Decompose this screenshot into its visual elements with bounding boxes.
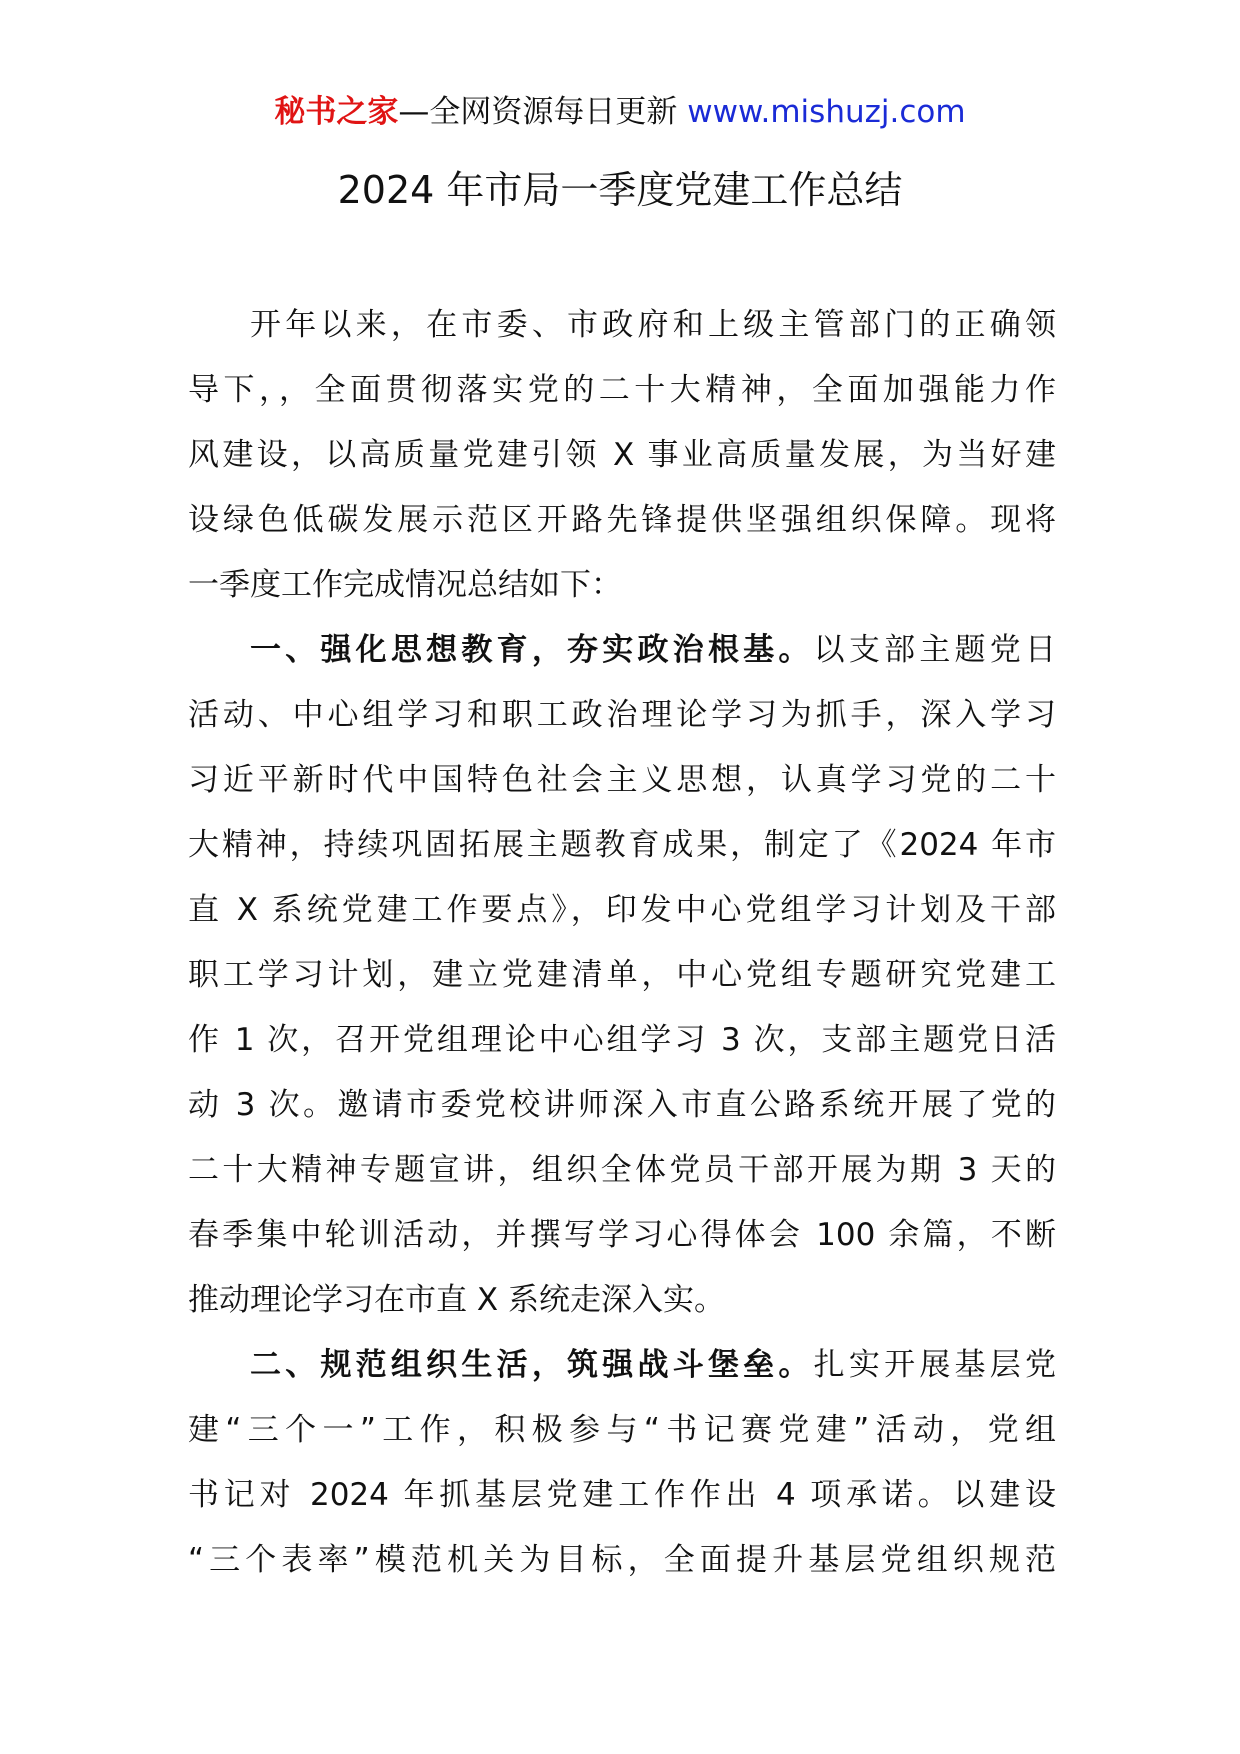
document-title: 2024 年市局一季度党建工作总结 bbox=[337, 168, 903, 212]
section-heading: 一、强化思想教育，夯实政治根基。 bbox=[250, 632, 814, 668]
paragraph-section-1 bbox=[188, 618, 1056, 1333]
paragraph-line: 活动、中心组学习和职工政治理论学习为抓手，深入学习 bbox=[188, 697, 1056, 733]
paragraph-first-line bbox=[188, 1333, 1056, 1398]
paragraph-line: 一季度工作完成情况总结如下： bbox=[188, 567, 622, 603]
paragraph-line-rest: 扎实开展基层党 bbox=[813, 1347, 1057, 1383]
paragraph-line: 职工学习计划，建立党建清单，中心党组专题研究党建工 bbox=[188, 957, 1056, 993]
header-tagline: —全网资源每日更新 bbox=[398, 94, 688, 130]
paragraph-line: 动 3 次。邀请市委党校讲师深入市直公路系统开展了党的 bbox=[188, 1087, 1056, 1123]
paragraph-intro bbox=[188, 293, 1056, 618]
paragraph-line-rest: 以支部主题党日 bbox=[813, 632, 1057, 668]
paragraph-line: 开年以来，在市委、市政府和上级主管部门的正确领 bbox=[250, 307, 1056, 343]
paragraph-line: 书记对 2024 年抓基层党建工作作出 4 项承诺。以建设 bbox=[188, 1477, 1056, 1513]
paragraph-line: 设绿色低碳发展示范区开路先锋提供坚强组织保障。现将 bbox=[188, 502, 1056, 538]
section-heading: 二、规范组织生活，筑强战斗堡垒。 bbox=[250, 1347, 814, 1383]
paragraph-line: 推动理论学习在市直 X 系统走深入实。 bbox=[188, 1282, 725, 1318]
paragraph-line: 风建设，以高质量党建引领 X 事业高质量发展，为当好建 bbox=[188, 437, 1056, 473]
paragraph-line: 春季集中轮训活动，并撰写学习心得体会 100 余篇，不断 bbox=[188, 1217, 1056, 1253]
document-body bbox=[188, 293, 1056, 1593]
brand-name: 秘书之家 bbox=[274, 94, 399, 130]
paragraph-line: 二十大精神专题宣讲，组织全体党员干部开展为期 3 天的 bbox=[188, 1152, 1056, 1188]
site-url[interactable]: www.mishuzj.com bbox=[687, 94, 966, 130]
paragraph-section-2 bbox=[188, 1333, 1056, 1593]
paragraph-line: 习近平新时代中国特色社会主义思想，认真学习党的二十 bbox=[188, 762, 1056, 798]
paragraph-line: 建“三个一”工作，积极参与“书记赛党建”活动，党组 bbox=[188, 1412, 1056, 1448]
paragraph-line: 作 1 次，召开党组理论中心组学习 3 次，支部主题党日活 bbox=[188, 1022, 1056, 1058]
paragraph-line: 大精神，持续巩固拓展主题教育成果，制定了《2024 年市 bbox=[188, 827, 1056, 863]
paragraph-line: 直 X 系统党建工作要点》，印发中心党组学习计划及干部 bbox=[188, 892, 1056, 928]
watermark-header bbox=[0, 92, 1240, 132]
paragraph-line: “三个表率”模范机关为目标，全面提升基层党组织规范 bbox=[188, 1542, 1056, 1578]
paragraph-first-line bbox=[188, 618, 1056, 683]
paragraph-line: 导下，，全面贯彻落实党的二十大精神，全面加强能力作 bbox=[188, 372, 1056, 408]
